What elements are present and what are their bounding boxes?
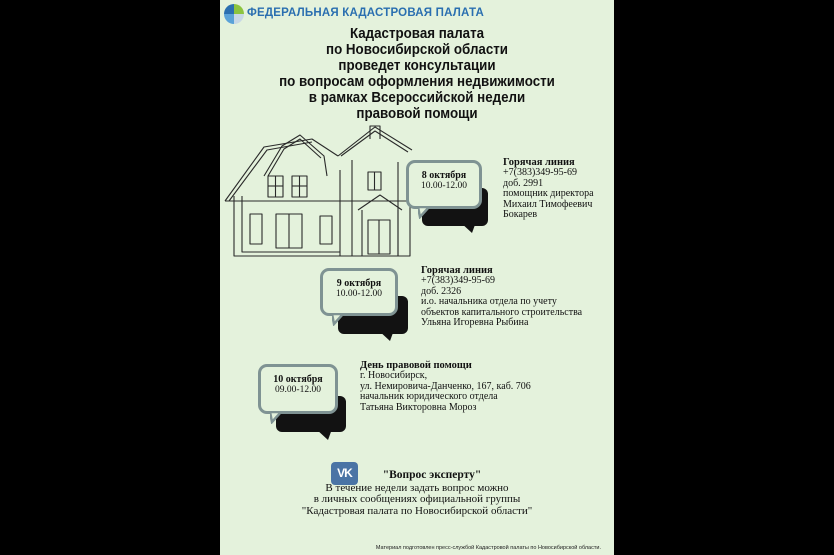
headline-line: правовой помощи bbox=[356, 106, 478, 122]
expert-title: "Вопрос эксперту" bbox=[382, 469, 482, 481]
event-line: ул. Немировича-Данченко, 167, каб. 706 bbox=[360, 380, 531, 392]
event-time: 10.00-12.00 bbox=[421, 181, 467, 191]
headline-line: в рамках Всероссийской недели bbox=[308, 90, 526, 106]
headline-line: проведет консультации bbox=[338, 58, 496, 74]
bubble-tail-icon bbox=[270, 412, 282, 424]
event-date: 8 октября bbox=[421, 170, 467, 181]
organization-name: ФЕДЕРАЛЬНАЯ КАДАСТРОВАЯ ПАЛАТА bbox=[247, 7, 484, 19]
bubble-tail-icon bbox=[332, 314, 344, 326]
expert-line: В течение недели задать вопрос можно bbox=[325, 481, 509, 494]
bubble-tail-icon bbox=[460, 222, 476, 234]
event-line: доб. 2991 bbox=[503, 177, 544, 189]
event-line: Бокарев bbox=[503, 209, 538, 221]
headline-line: Кадастровая палата bbox=[349, 26, 485, 42]
headline-line: по Новосибирской области bbox=[326, 42, 508, 58]
headline-line: по вопросам оформления недвижимости bbox=[279, 74, 555, 90]
event-line: Татьяна Викторовна Мороз bbox=[360, 401, 477, 413]
event-date: 9 октября bbox=[336, 278, 382, 289]
poster bbox=[220, 0, 614, 555]
event-line: начальник юридического отдела bbox=[360, 391, 498, 403]
event-line: +7(383)349-95-69 bbox=[503, 167, 577, 179]
event-line: г. Новосибирск, bbox=[360, 370, 428, 382]
date-bubble bbox=[320, 266, 408, 344]
event-info bbox=[360, 361, 531, 413]
event-line: объектов капитального строительства bbox=[421, 306, 583, 318]
bubble-frame bbox=[320, 268, 398, 316]
bubble-tail-icon bbox=[316, 429, 332, 441]
expert-line: "Кадастровая палата по Новосибирской области" bbox=[301, 504, 533, 517]
bubble-frame bbox=[258, 364, 338, 414]
vk-icon[interactable]: VK bbox=[331, 462, 358, 485]
event-info bbox=[503, 158, 594, 220]
event-line: помощник директора bbox=[503, 188, 594, 200]
date-bubble bbox=[406, 158, 488, 234]
event-time: 09.00-12.00 bbox=[275, 385, 321, 395]
event-title: День правовой помощи bbox=[360, 360, 472, 371]
event-time: 10.00-12.00 bbox=[336, 289, 382, 299]
event-line: +7(383)349-95-69 bbox=[421, 275, 495, 287]
footer-note: Материал подготовлен пресс-службой Кадастровой палаты по Новосибирской области. bbox=[375, 545, 601, 551]
event-info bbox=[421, 266, 582, 328]
expert-line: в личных сообщениях официальной группы bbox=[313, 493, 521, 505]
event-title: Горячая линия bbox=[421, 265, 493, 276]
bubble-frame bbox=[406, 160, 482, 209]
event-title: Горячая линия bbox=[503, 157, 575, 168]
event-line: Михаил Тимофеевич bbox=[503, 198, 593, 210]
bubble-tail-icon bbox=[378, 330, 394, 342]
bubble-tail-icon bbox=[418, 207, 430, 219]
event-line: доб. 2326 bbox=[421, 285, 462, 297]
event-date: 10 октября bbox=[273, 374, 323, 385]
date-bubble bbox=[258, 362, 348, 440]
expert-section bbox=[220, 471, 614, 517]
event-line: и.о. начальника отдела по учету bbox=[421, 296, 557, 308]
event-line: Ульяна Игоревна Рыбина bbox=[421, 317, 529, 329]
